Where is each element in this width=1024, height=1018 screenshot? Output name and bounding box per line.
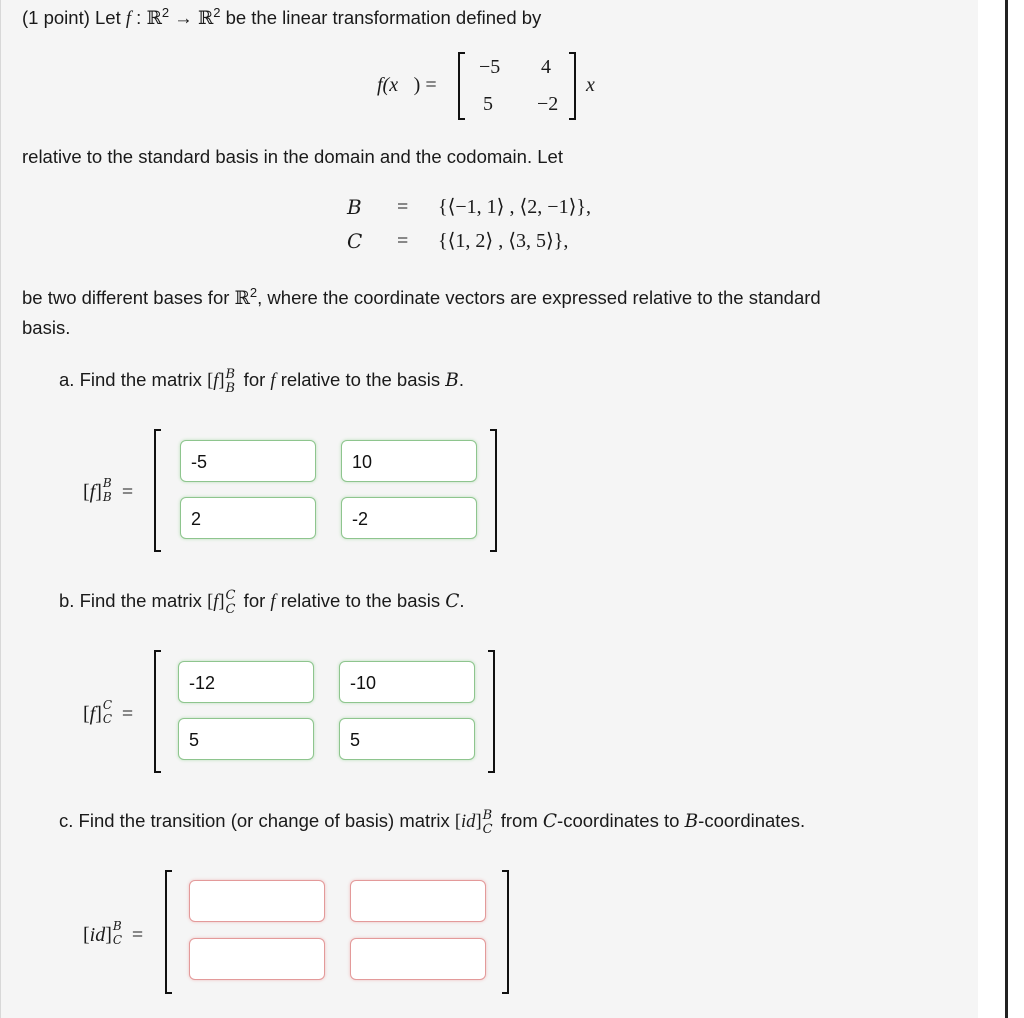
basis-B-value: {⟨−1, 1⟩ , ⟨2, −1⟩}, bbox=[438, 196, 591, 218]
intro-arrow: → bbox=[169, 7, 198, 28]
part-b-prompt: b. Find the matrix [f] C C for f relative to the basis C. bbox=[59, 588, 465, 618]
part-a-left-bracket bbox=[154, 429, 161, 552]
answer-input-a-21[interactable]: 2 bbox=[180, 497, 316, 539]
part-c-matrix-label: [id] B C = bbox=[83, 919, 144, 948]
answer-input-c-22[interactable] bbox=[350, 938, 486, 980]
bases-sup: 2 bbox=[249, 284, 258, 300]
intro-R2: ℝ bbox=[197, 8, 214, 29]
answer-input-b-22[interactable]: 5 bbox=[339, 718, 475, 760]
part-a-mid: for bbox=[238, 369, 266, 390]
part-b-mid: for bbox=[238, 590, 266, 611]
part-b-left-bracket bbox=[154, 650, 161, 773]
intro-R1: ℝ bbox=[146, 8, 162, 29]
basis-B-equals: = bbox=[397, 196, 409, 218]
intro-prefix: (1 point) Let bbox=[22, 7, 121, 28]
f-definition-lhs bbox=[377, 74, 437, 96]
relative-text: relative to the standard basis in the domain and the codomain. Let bbox=[22, 146, 563, 167]
basis-C-symbol: C bbox=[347, 229, 363, 253]
part-a-equals: = bbox=[121, 481, 134, 503]
bases-suffix: , where the coordinate vectors are expressed relative to the standard bbox=[257, 287, 821, 308]
part-c-mid2: -coordinates to bbox=[557, 810, 680, 831]
f-matrix-a12: 4 bbox=[541, 56, 551, 78]
f-matrix-a11: −5 bbox=[479, 56, 501, 78]
part-c-mid: from bbox=[495, 810, 538, 831]
part-a-matrix-label: [f] B B = bbox=[83, 476, 134, 505]
part-c-prefix: c. Find the transition (or change of basis) matrix bbox=[59, 810, 450, 831]
part-c-prompt: c. Find the transition (or change of basis) matrix [id] B C from C-coordinates to B-coordinates. bbox=[59, 808, 806, 838]
answer-input-a-12[interactable]: 10 bbox=[341, 440, 477, 482]
intro-suffix: be the linear transformation defined by bbox=[220, 7, 542, 28]
part-a-right-bracket bbox=[490, 429, 497, 552]
part-c-right-bracket bbox=[502, 870, 509, 994]
f-rhs: ) = bbox=[413, 74, 437, 96]
answer-input-a-11[interactable]: -5 bbox=[180, 440, 316, 482]
answer-input-b-11[interactable]: -12 bbox=[178, 661, 314, 703]
answer-input-c-12[interactable] bbox=[350, 880, 486, 922]
f-matrix-a21: 5 bbox=[483, 93, 493, 115]
part-b-prefix: b. Find the matrix bbox=[59, 590, 202, 611]
answer-input-b-21[interactable]: 5 bbox=[178, 718, 314, 760]
part-b-f: f bbox=[270, 592, 276, 612]
intro-f: f bbox=[125, 9, 132, 29]
answer-input-b-12[interactable]: -10 bbox=[339, 661, 475, 703]
answer-input-c-21[interactable] bbox=[189, 938, 325, 980]
f-matrix-a22: −2 bbox=[537, 93, 559, 115]
f-x: x⃗ bbox=[389, 74, 414, 96]
bases-R: ℝ bbox=[234, 288, 250, 309]
part-a-prefix: a. Find the matrix bbox=[59, 369, 202, 390]
bases-prefix: be two different bases for bbox=[22, 287, 230, 308]
part-a-suffix: relative to the basis bbox=[275, 369, 441, 390]
part-a-f: f bbox=[270, 371, 276, 391]
part-b-suffix: relative to the basis bbox=[275, 590, 441, 611]
intro-sup1: 2 bbox=[161, 4, 170, 20]
answer-input-c-11[interactable] bbox=[189, 880, 325, 922]
intro-sup2: 2 bbox=[213, 4, 221, 20]
basis-C-equals: = bbox=[397, 230, 409, 252]
f-matrix-left-bracket bbox=[458, 52, 465, 120]
bases-line-2: basis. bbox=[22, 317, 71, 338]
part-b-right-bracket bbox=[488, 650, 495, 773]
basis-B-symbol: B bbox=[347, 195, 362, 219]
bases-line-1 bbox=[22, 284, 821, 310]
window-edge-divider bbox=[1005, 0, 1008, 1018]
part-c-equals: = bbox=[131, 924, 144, 946]
basis-C-value: {⟨1, 2⟩ , ⟨3, 5⟩}, bbox=[438, 230, 569, 252]
part-b-equals: = bbox=[121, 703, 134, 725]
part-a-prompt: a. Find the matrix [f] B B for f relative to the basis B. bbox=[59, 367, 464, 397]
part-c-left-bracket bbox=[165, 870, 172, 994]
f-vector-x: x⃗ bbox=[586, 74, 611, 96]
f-matrix-right-bracket bbox=[569, 52, 576, 120]
intro-colon: : bbox=[131, 7, 147, 28]
part-b-matrix-label: [f] C C = bbox=[83, 698, 134, 727]
intro-line bbox=[22, 4, 542, 30]
f-lhs: f( bbox=[377, 74, 390, 96]
part-c-suffix: -coordinates. bbox=[698, 810, 806, 831]
answer-input-a-22[interactable]: -2 bbox=[341, 497, 477, 539]
